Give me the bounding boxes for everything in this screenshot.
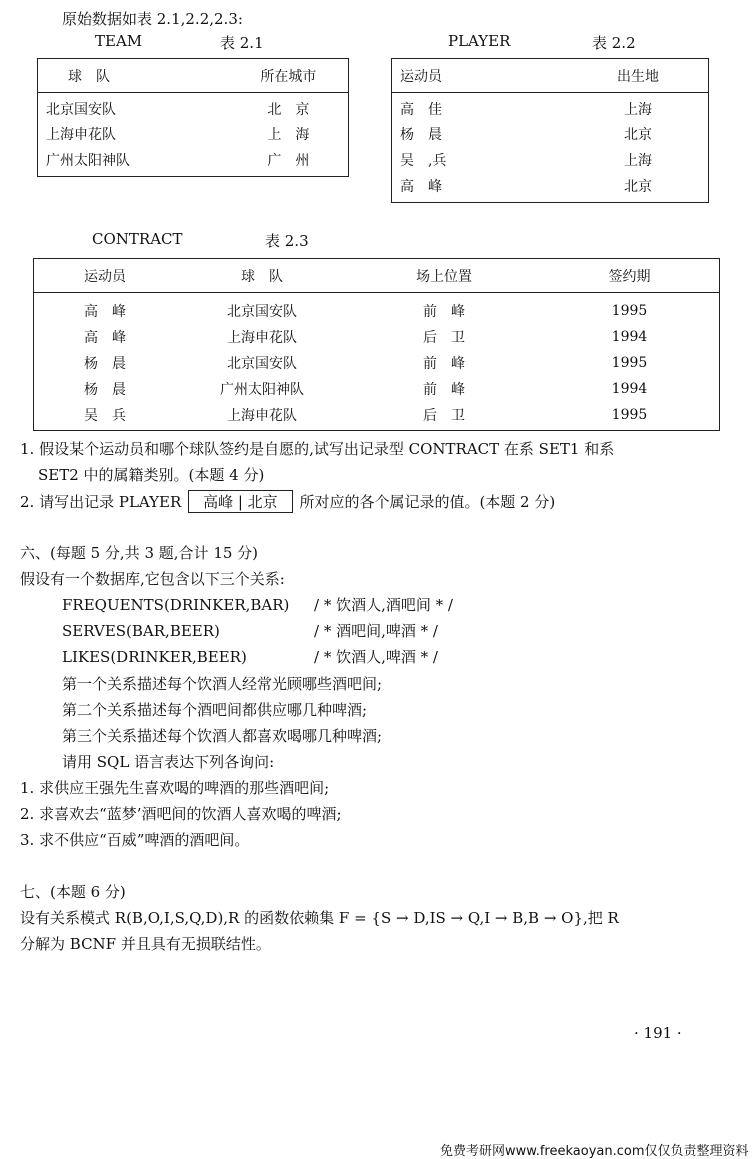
intro-text: 原始数据如表 2.1,2.2,2.3: (62, 10, 243, 28)
relation-code: LIKES(DRINKER,BEER) (62, 648, 247, 666)
table-cell: 北京 (624, 126, 653, 143)
table-cell: 1995 (611, 302, 648, 319)
table-cell: 前 峰 (423, 381, 465, 398)
table-cell: 杨 晨 (400, 126, 442, 143)
table-cell: 后 卫 (423, 407, 465, 424)
player-header-birthplace: 出生地 (617, 68, 660, 85)
relation-comment: / * 酒吧间,啤酒 * / (314, 622, 438, 640)
relation-serves (62, 620, 438, 641)
table-cell: 1995 (611, 406, 648, 423)
player-table (391, 58, 709, 203)
section-7-line-1: 设有关系模式 R(B,O,I,S,Q,D),R 的函数依赖集 F = {S → D,IS → Q,I → B,B → O},把 R (20, 909, 619, 927)
table-cell: 北京国安队 (227, 303, 297, 320)
table-cell: 广州太阳神队 (220, 381, 304, 398)
page-number: · 191 · (634, 1024, 682, 1042)
question-1-line-1: 1. 假设某个运动员和哪个球队签约是自愿的,试写出记录型 CONTRACT 在系 SET1 和系 (20, 440, 615, 458)
team-table-name: TEAM (95, 32, 143, 50)
table-cell: 北京 (624, 178, 653, 195)
contract-header-team: 球 队 (241, 268, 283, 285)
relation-description-2: 第二个关系描述每个酒吧间都供应哪几种啤酒; (62, 701, 368, 719)
section-6-intro: 假设有一个数据库,它包含以下三个关系: (20, 570, 285, 588)
team-header-team: 球 队 (68, 68, 110, 85)
table-cell: 1994 (611, 380, 648, 397)
question-2-prefix: 2. 请写出记录 PLAYER (20, 493, 182, 511)
query-1: 1. 求供应王强先生喜欢喝的啤酒的那些酒吧间; (20, 779, 330, 797)
table-cell: 杨 晨 (84, 355, 126, 372)
table-cell: 北京国安队 (227, 355, 297, 372)
table-cell: 1995 (611, 354, 648, 371)
question-2-suffix: 所对应的各个属记录的值。(本题 2 分) (299, 493, 556, 511)
sql-instruction: 请用 SQL 语言表达下列各询问: (62, 753, 275, 771)
relation-frequents (62, 594, 453, 615)
contract-table-name: CONTRACT (92, 230, 183, 248)
table-cell: 吴 兵 (84, 407, 126, 424)
table-cell: 上海 (624, 152, 653, 169)
relation-code: FREQUENTS(DRINKER,BAR) (62, 596, 290, 614)
section-7-heading: 七、(本题 6 分) (20, 883, 126, 901)
relation-description-3: 第三个关系描述每个饮酒人都喜欢喝哪几种啤酒; (62, 727, 383, 745)
player-table-name: PLAYER (448, 32, 511, 50)
table-cell: 上海申花队 (46, 126, 116, 143)
contract-header-date: 签约期 (608, 268, 651, 285)
relation-code: SERVES(BAR,BEER) (62, 622, 220, 640)
table-cell: 杨 晨 (84, 381, 126, 398)
player-header-name: 运动员 (400, 68, 442, 85)
team-table-caption: 表 2.1 (220, 34, 264, 52)
table-cell: 1994 (611, 328, 648, 345)
table-cell: 北京国安队 (46, 102, 116, 119)
table-cell: 高 峰 (84, 329, 126, 346)
relation-comment: / * 饮酒人,酒吧间 * / (314, 596, 453, 614)
contract-table (33, 258, 720, 431)
question-2 (20, 490, 555, 513)
table-cell: 高 峰 (84, 303, 126, 320)
relation-comment: / * 饮酒人,啤酒 * / (314, 648, 438, 666)
watermark-text: 免费考研网www.freekaoyan.com仅仅负责整理资料 (440, 1144, 749, 1159)
table-cell: 上海申花队 (227, 329, 297, 346)
table-cell: 前 峰 (423, 355, 465, 372)
contract-header-player: 运动员 (84, 268, 126, 285)
section-7-line-2: 分解为 BCNF 并且具有无损联结性。 (20, 935, 271, 953)
record-value-box: 高峰 | 北京 (188, 490, 293, 513)
player-table-caption: 表 2.2 (592, 34, 636, 52)
relation-description-1: 第一个关系描述每个饮酒人经常光顾哪些酒吧间; (62, 675, 383, 693)
query-3: 3. 求不供应“百威”啤酒的酒吧间。 (20, 831, 250, 849)
contract-header-position: 场上位置 (416, 268, 472, 285)
table-cell: 上海申花队 (227, 407, 297, 424)
table-cell: 上海 (624, 102, 653, 119)
table-cell: 北 京 (267, 102, 310, 119)
table-cell: 高 佳 (400, 102, 442, 119)
team-table (37, 58, 349, 177)
table-cell: 后 卫 (423, 329, 465, 346)
query-2: 2. 求喜欢去“蓝梦’酒吧间的饮酒人喜欢喝的啤酒; (20, 805, 342, 823)
table-cell: 前 峰 (423, 303, 465, 320)
table-cell: 吴 ,兵 (400, 152, 447, 169)
section-6-heading: 六、(每题 5 分,共 3 题,合计 15 分) (20, 544, 259, 562)
table-cell: 高 峰 (400, 178, 442, 195)
team-header-city: 所在城市 (260, 68, 317, 85)
question-1-line-2: SET2 中的属籍类别。(本题 4 分) (38, 466, 265, 484)
contract-table-caption: 表 2.3 (265, 232, 309, 250)
relation-likes (62, 646, 438, 667)
table-cell: 广 州 (267, 152, 310, 169)
table-cell: 上 海 (267, 126, 310, 143)
table-cell: 广州太阳神队 (46, 152, 130, 169)
